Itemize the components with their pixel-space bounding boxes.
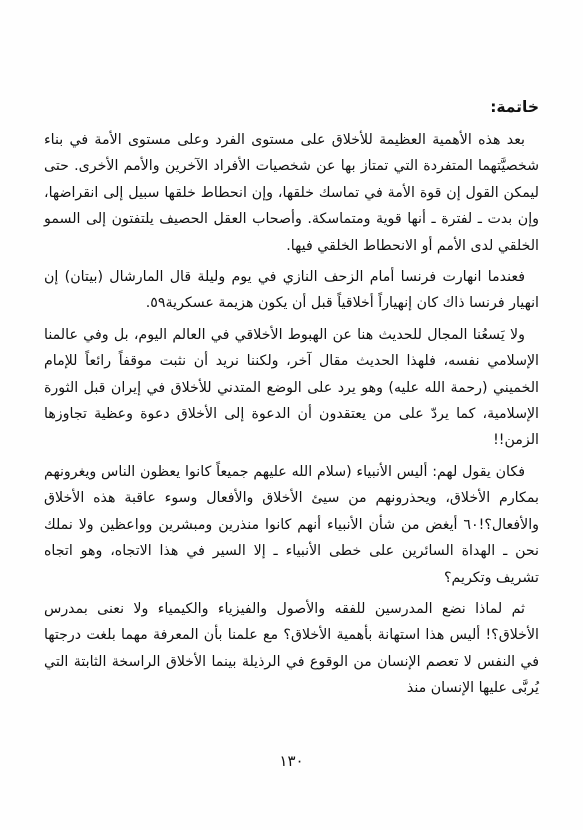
paragraph-3: ولا يَسعُنا المجال للحديث هنا عن الهبوط الأخلاقي في العالم اليوم، بل وفي عالمنا الإسلامي نفسه، فلهذا الحديث مقال آخر، ولكننا نريد أن نثبت موقفاً رائعاً للإمام الخميني (رحمة الله عليه) وهو يرد على الوضع المتدني للأخلاق في إيران قبل الثورة الإسلامية، كما يردّ على من يعتقدون أن الدعوة إلى الأخلاق دعوة وعظية تجاوزها الزمن!! — [44, 326, 539, 449]
paragraph-5: ثم لماذا نضع المدرسين للفقه والأصول والفيزياء والكيمياء ولا نعنى بمدرس الأخلاق؟! أليس هذا استهانة بأهمية الأخلاق؟ مع علمنا بأن المعرفة مهما بلغت درجتها في النفس لا تعصم الإنسان من الوقوع في الرذيلة بينما الأخلاق الراسخة الثابتة التي يُربَّى عليها الإنسان منذ — [44, 600, 539, 697]
paragraph-1: بعد هذه الأهمية العظيمة للأخلاق على مستوى الفرد وعلى مستوى الأمة في بناء شخصيَّتهما المتفردة التي تمتاز بها عن شخصيات الأفراد الآخرين والأمم الأخرى. حتى ليمكن القول إن قوة الأمة في تماسك خلقها، وإن انحطاط خلقها سبيل إلى انقراضها، وإن بدت ـ لفترة ـ أنها قوية ومتماسكة. وأصحاب العقل الحصيف يلتفتون إلى السمو الخلقي لدى الأمم أو الانحطاط الخلقي فيها. — [44, 132, 539, 254]
page-number: ١٣٠ — [279, 752, 304, 770]
paragraph-4: فكان يقول لهم: أليس الأنبياء (سلام الله عليهم جميعاً كانوا يعظون الناس ويغرونهم بمكارم الأخلاق، ويحذرونهم من سيئ الأخلاق والأفعال وسوء عاقبة هذه الأخلاق والأفعال؟!٦٠ أيغض من شأن الأنبياء أنهم كانوا منذرين ومبشرين وواعظين ولا نملك نحن ـ الهداة السائرين على خطى الأنبياء ـ إلا السير في هذا الاتجاه، وهو اتجاه تشريف وتكريم؟ — [44, 463, 539, 586]
paragraph-2: فعندما انهارت فرنسا أمام الزحف النازي في يوم وليلة قال المارشال (بيتان) إن انهيار فرنسا ذاك كان إنهياراً أخلاقياً قبل أن يكون هزيمة عسكرية٥٩. — [44, 269, 539, 312]
page-body — [44, 94, 539, 707]
section-heading: خاتمة: — [490, 98, 539, 116]
